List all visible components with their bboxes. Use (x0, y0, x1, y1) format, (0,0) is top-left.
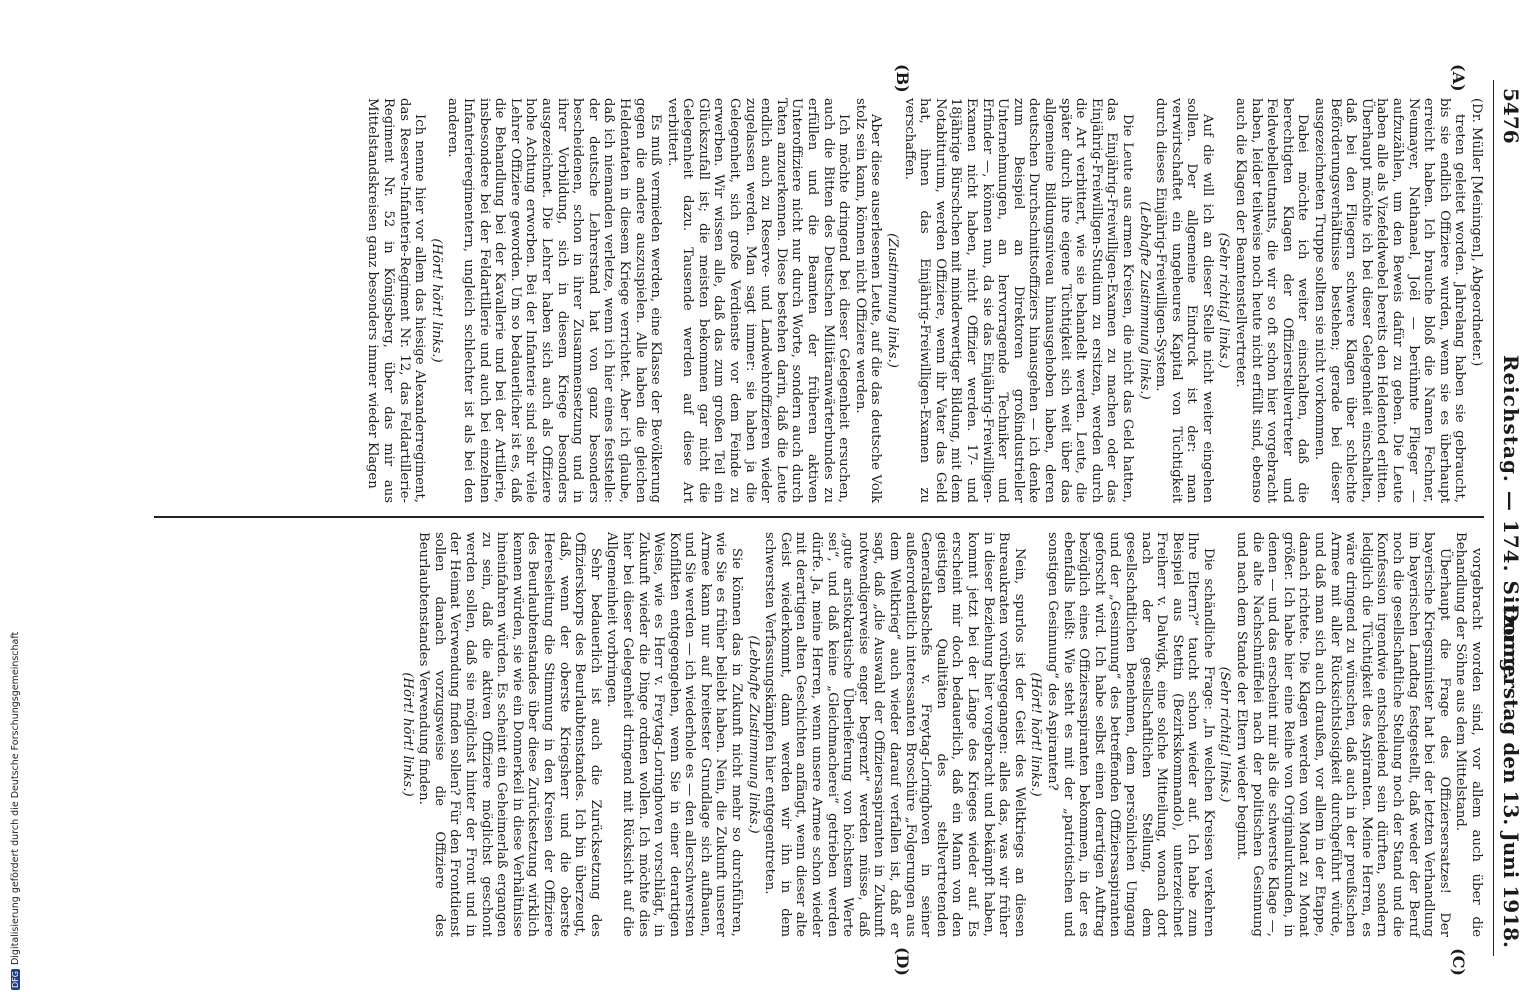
paragraph: Ich nenne hier vor allem das hiesige Alexanderregiment, das Reserve-Infanterie-Regiment Nr. 12, das Feldartillerie-Regiment Nr. 52 in Königsberg, über das mir aus Mittelstandskreisen ganz besonders immer wieder Klagen (365, 98, 428, 503)
margin-mark-a: (A) (1449, 64, 1468, 92)
interjection: (Zustimmung links.) (885, 233, 901, 368)
speaker-line: (Dr. Müller [Meiningen], Abgeordneter.) (1469, 98, 1484, 367)
paragraph: Sie können das in Zukunft nicht mehr so durchführen, wie Sie es früher beliebt haben. Nein, die Zukunft unserer Armee kann nur auf breitester Grundlage sich aufbauen, und Sie werden — ich wiederhole es — den allerschwersten Konflikten entgegengehen, wenn Sie in einer derartigen Weise, wie es Herr v. Freytag-Loringhoven vorschlägt, in Zukunft wieder die Dinge ordnen wollen. Ich möchte dies hier bei dieser Gelegenheit dringend mit Rücksicht auf die Allgemeinheit vorbringen. (604, 532, 745, 937)
paragraph: Sehr bedauerlich ist auch die Zurücksetzung des Offizierskorps des Beurlaubtenstandes. Ich bin überzeugt, daß, wenn der oberste Kriegsherr und die oberste Heeresleitung die Stimmung in den Kreisen der Offiziere des Beurlaubtenstandes über diese Zurücksetzung wirklich kennen würden, sie wie ein Donnerkeil in diese Verhältnisse hineinfahren würden. Es scheint ein Geheimerlaß ergangen zu sein, daß die aktiven Offiziere möglichst geschont werden sollen, daß sie möglichst hinter der Front und in der Heimat Verwendung finden sollen? Für den Frontdienst sollen danach vorzugsweise die Offiziere des Beurlaubtenstandes Verwendung finden. (416, 532, 603, 937)
column-divider (154, 516, 1484, 518)
paragraph: Dabei möchte ich weiter einschalten, daß die berechtigten Klagen der Offizierstellvertreter und Feldwebelleutnants, die wir so oft schon hier vorgebracht haben, leider teilweise noch heute nicht erfüllt sind, ebenso auch die Klagen der Beamtenstellvertreter. (1233, 98, 1311, 503)
margin-mark-c: (C) (1449, 948, 1468, 976)
page-number: 5476 (1499, 88, 1523, 144)
right-column (144, 532, 1484, 937)
credit-text: Digitalisierung gefördert durch die Deutsche Forschungsgemeinschaft (10, 631, 21, 966)
paragraph: Ich möchte dringend bei dieser Gelegenheit ersuchen, auch die Bitten des Deutschen Militäranwärterbundes zu erfüllen und die Beamten der früheren aktiven Unteroffiziere nicht nur durch Worte, sondern auch durch Taten anzuerkennen. Diese bestehen darin, daß die Leute endlich auch zu Reserve- und Landwehroffizieren wieder zugelassen werden. Man sagt immer: sie haben ja die Gelegenheit, sich große Verdienste vor dem Feinde zu erwerben. Wir wissen alle, daß das zum großen Teil ein Glückszufall ist; die meisten bekommen gar nicht die Gelegenheit dazu. Tausende werden auf diese Art verbittert. (664, 98, 852, 503)
margin-mark-b: (B) (893, 64, 912, 93)
credit-strip (10, 0, 22, 1000)
document-page (128, 64, 1528, 976)
interjection: (Sehr richtig! links.) (1217, 666, 1233, 803)
left-column (144, 98, 1484, 503)
paragraph: vorgebracht worden sind, vor allem auch über die Behandlung der Söhne aus dem Mittelstand. (1453, 532, 1484, 937)
interjection: (Lebhafte Zustimmung links.) (745, 635, 761, 834)
paragraph: Die Leute aus armen Kreisen, die nicht das Geld hatten, das Einjährig-Freiwilligen-Examen zu machen oder das Einjährig-Freiwilligen-Studium zu ersitzen, werden durch die Art verbittert, wie sie behandelt werden. Leute, die später durch ihre eigene Tüchtigkeit sich weit über das allgemeine Bildungsniveau hinausgehoben haben, deren deutschen Durchschnittsoffiziers hinausgehen — ich denke zum Beispiel an Direktoren großindustrieller Unternehmungen, an hervorragende Techniker und Erfinder —, können nun, da sie das Einjährig-Freiwilligen-Examen nicht haben, nicht Offizier werden. 17- und 18jährige Bürschchen mit minderwertiger Bildung, mit dem Notabiturium, werden Offiziere, wenn ihr Vater das Geld hat, ihnen das Einjährig-Freiwilligen-Examen zu verschaffen. (901, 98, 1135, 503)
credit-line (10, 10, 21, 990)
dfg-logo: DFG (11, 971, 20, 988)
paragraph: Auf die will ich an dieser Stelle nicht weiter eingehen sollen. Der allgemeine Eindruck ist der: man verwirtschaftet ein ungeheures Kapital von Tüchtigkeit durch dieses Einjährig-Freiwilligen-System. (1153, 98, 1215, 503)
paragraph: Nein, spurlos ist der Geist des Weltkriegs an diesen Bureaukraten vorübergegangen: alles das, was wir früher in dieser Beziehung hier vorgebracht und bekämpft haben, kommt jetzt bei der Länge des Krieges wieder auf. Es erscheint mir doch bedauerlich, daß ein Mann von den geistigen Qualitäten des stellvertretenden Generalstabschefs v. Freytag-Loringhoven in seiner außerordentlich interessanten Broschüre „Folgerungen aus dem Weltkrieg“ auch wieder darauf verfallen ist, daß er sagt, daß „die Auswahl der Offiziersaspiranten in Zukunft notwendigerweise enger begrenzt“ werden müsse, daß „gute aristokratische Überlieferung von höchstem Werte sei“, und daß keine „Gleichmacherei“ getrieben werden dürfe. Ja, meine Herren, wenn unsere Armee schon wieder mit derartigen alten Geschichten anfängt, wenn dieser alte Geist wiederkommt, dann werden wir ihn in dem schwersten Verfassungskämpfen hier entgegentreten. (762, 532, 1027, 937)
page-header (1493, 80, 1528, 956)
interjection: (Hört! hört! links.) (1028, 672, 1044, 797)
interjection: (Sehr richtig! links.) (1216, 232, 1232, 369)
paragraph: treten geleitet worden. Jahrelang haben sie gebraucht, bis sie endlich Offiziere wurden, wenn sie es überhaupt erreicht haben. Ich brauche bloß die Namen Fechner, Neumayer, Nathanael, Joël — berühmte Flieger — aufzuzählen, um den Beweis dafür zu geben. Die Leute haben alle als Vizefeldwebel bereits den Heldentod erlitten. Überhaupt möchte ich bei dieser Gelegenheit einschalten, daß bei den Fliegern schwere Klagen über schlechte Beförderungsverhältnisse bestehen; gerade bei dieser ausgezeichneten Truppe sollten sie nicht vorkommen. (1312, 98, 1468, 503)
interjection: (Hört! hört! links.) (428, 238, 444, 363)
interjection: (Hört! hört! links.) (399, 672, 415, 797)
paragraph: Es muß vermieden werden, eine Klasse der Bevölkerung gegen die andere auszuspielen. Alle haben die gleichen Heldentaten in diesem Kriege verrichtet. Aber ich glaube, daß ich niemanden verletze, wenn ich hier eines feststelle: der deutsche Lehrerstand hat von ganz besonders bescheidenen, schon in ihrer Zusammensetzung und in ihrer Vorbildung, sich in diesem Kriege besonders ausgezeichnet. Die Lehrer haben sich auch als Offiziere hohe Achtung erworben. Bei der Infanterie sind sehr viele Lehrer Offiziere geworden. Um so bedauerlicher ist es, daß die Behandlung bei der Kavallerie und bei der Artillerie, insbesondere bei der Feldartillerie und auch bei einzelnen Infanterieregimentern, ungleich schlechter ist als bei den anderen. (445, 98, 664, 503)
paragraph: Aber diese auserlesenen Leute, auf die das deutsche Volk stolz sein kann, können nicht Offiziere werden. (852, 98, 884, 503)
page-title: Reichstag. — 174. Sitzung. (1499, 354, 1523, 682)
paragraph: Die schändliche Frage: „In welchen Kreisen verkehren Ihre Eltern?“ taucht schon wieder auf. Ich habe zum Beispiel aus Stettin (Bezirkskommando), unterzeichnet Freiherr v. Dalwigk, eine solche Mitteilung, wonach dort nach der gesellschaftlichen Stellung, dem gesellschaftlichen Benehmen, dem persönlichen Umgang und der „Gesinnung“ des betreffenden Offiziersaspiranten geforscht wird. Ich habe selbst einen derartigen Auftrag bezüglich eines Offiziersaspiranten bekommen, in der es ebenfalls heißt: Wie steht es mit der „patriotischen und sonstigen Gesinnung“ des Aspiranten? (1044, 532, 1216, 937)
interjection: (Lebhafte Zustimmung links.) (1136, 201, 1152, 400)
margin-mark-d: (D) (893, 946, 912, 976)
paragraph: Überhaupt die Frage des Offiziersersatzes! Der bayerische Kriegsminister hat bei der letzten Verhandlung im bayerischen Landtag festgestellt, daß weder der Beruf noch die gesellschaftliche Stellung noch der Stand und die Konfession irgendwie entscheidend sein dürften, sondern lediglich die Tüchtigkeit des Aspiranten. Meine Herren, es wäre dringend zu wünschen, daß auch in der preußischen Armee mit aller Rücksichtslosigkeit durchgeführt würde, und daß man sich auch draußen, vor allem in der Etappe, danach richtete. Die Klagen werden von Monat zu Monat größer. Ich habe hier eine Reihe von Originalurkunden, in denen — und das erscheint mir als die schwerste Klage —, die alte Nachschnüffelei nach der politischen Gesinnung und nach dem Stande der Eltern wieder beginnt. (1234, 532, 1452, 937)
page-date: Donnerstag den 13. Juni 1918. (1499, 604, 1523, 948)
